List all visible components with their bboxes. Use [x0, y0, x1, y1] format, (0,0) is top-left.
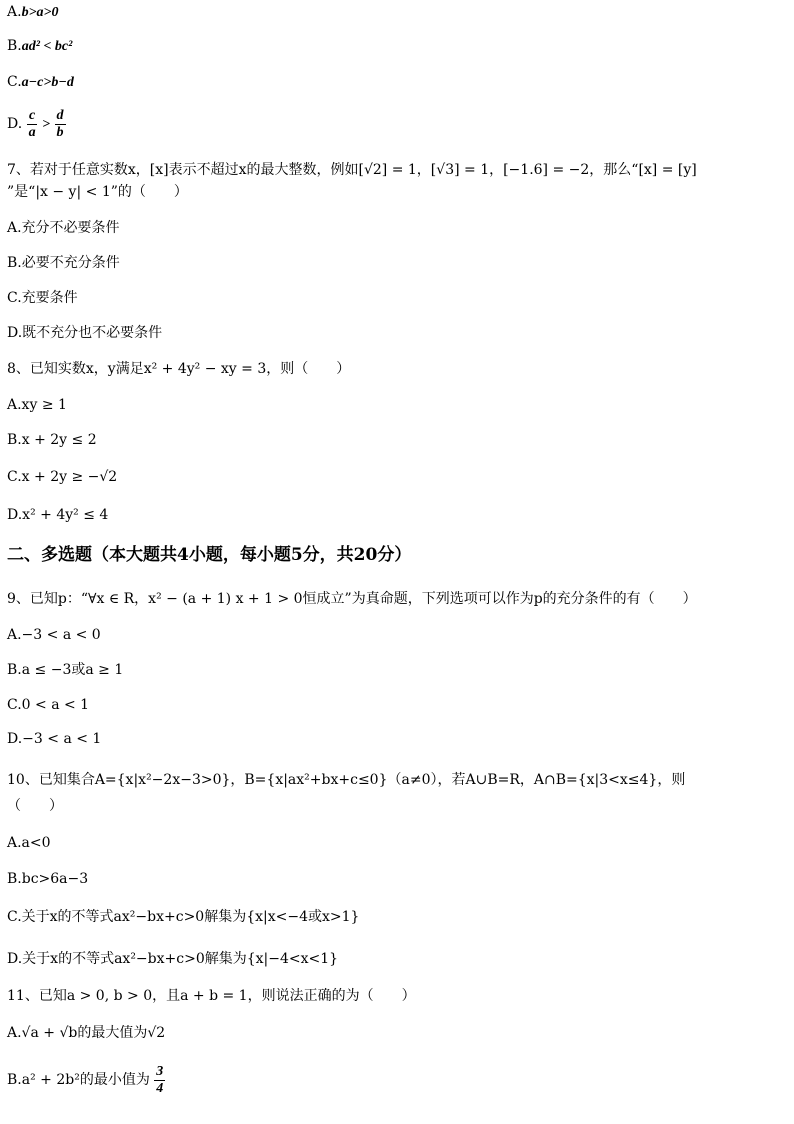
question-11: 11、已知a > 0, b > 0，且a + b = 1，则说法正确的为（ ） [7, 988, 416, 1004]
question-10-line1: 10、已知集合A={x|x²−2x−3>0}，B={x|ax²+bx+c≤0}（a≠0），若A∪B=R，A∩B={x|3<x≤4}，则 [7, 772, 686, 788]
fraction-c-over-a: $\frac{c}{a}$ [28, 107, 36, 140]
option-9b: B.a ≤ −3或a ≥ 1 [7, 662, 124, 678]
option-8c: C.x + 2y ≥ −√2 [7, 469, 118, 485]
option-7d: D.既不充分也不必要条件 [7, 325, 163, 341]
option-6c: C.a−c>b−d [7, 74, 74, 90]
option-11a: A.√a + √b的最大值为√2 [7, 1025, 166, 1041]
option-9a: A.−3 < a < 0 [7, 627, 101, 643]
option-8b: B.x + 2y ≤ 2 [7, 432, 97, 448]
option-7c: C.充要条件 [7, 290, 78, 306]
option-7b: B.必要不充分条件 [7, 255, 120, 271]
fraction-d-over-b: $\frac{d}{b}$ [56, 107, 64, 140]
option-10c: C.关于x的不等式ax²−bx+c>0解集为{x|x<−4或x>1} [7, 909, 360, 925]
question-7-line1: 7、若对于任意实数x，[x]表示不超过x的最大整数，例如[√2] = 1，[√3] = 1，[−1.6] = −2，那么“[x] = [y] [7, 162, 697, 178]
fraction-3-over-4: $\frac{3}{4}$ [156, 1063, 164, 1096]
option-10d: D.关于x的不等式ax²−bx+c>0解集为{x|−4<x<1} [7, 951, 339, 967]
question-10-line2: （ ） [7, 798, 63, 814]
option-10a: A.a<0 [7, 835, 51, 851]
option-8d: D.x² + 4y² ≤ 4 [7, 507, 109, 523]
section-heading-multiple-choice: 二、多选题（本大题共4小题，每小题5分，共20分） [7, 545, 412, 565]
option-7a: A.充分不必要条件 [7, 220, 120, 236]
option-9c: C.0 < a < 1 [7, 697, 90, 713]
option-6d: D. $\frac{c}{a}$ > $\frac{d}{b}$ [7, 107, 64, 140]
question-7-line2: ”是“|x − y| < 1”的（ ） [7, 184, 188, 200]
option-6a: A.b>a>0 [7, 4, 59, 20]
option-6b: B.ad² < bc² [7, 38, 73, 54]
option-11b: B.a² + 2b²的最小值为 $\frac{3}{4}$ [7, 1063, 164, 1096]
question-9: 9、已知p：“∀x ∈ R，x² − (a + 1) x + 1 > 0恒成立”为真命题，下列选项可以作为p的充分条件的有（ ） [7, 591, 697, 607]
option-8a: A.xy ≥ 1 [7, 397, 67, 413]
option-10b: B.bc>6a−3 [7, 871, 89, 887]
question-8: 8、已知实数x，y满足x² + 4y² − xy = 3，则（ ） [7, 361, 351, 377]
option-9d: D.−3 < a < 1 [7, 731, 102, 747]
